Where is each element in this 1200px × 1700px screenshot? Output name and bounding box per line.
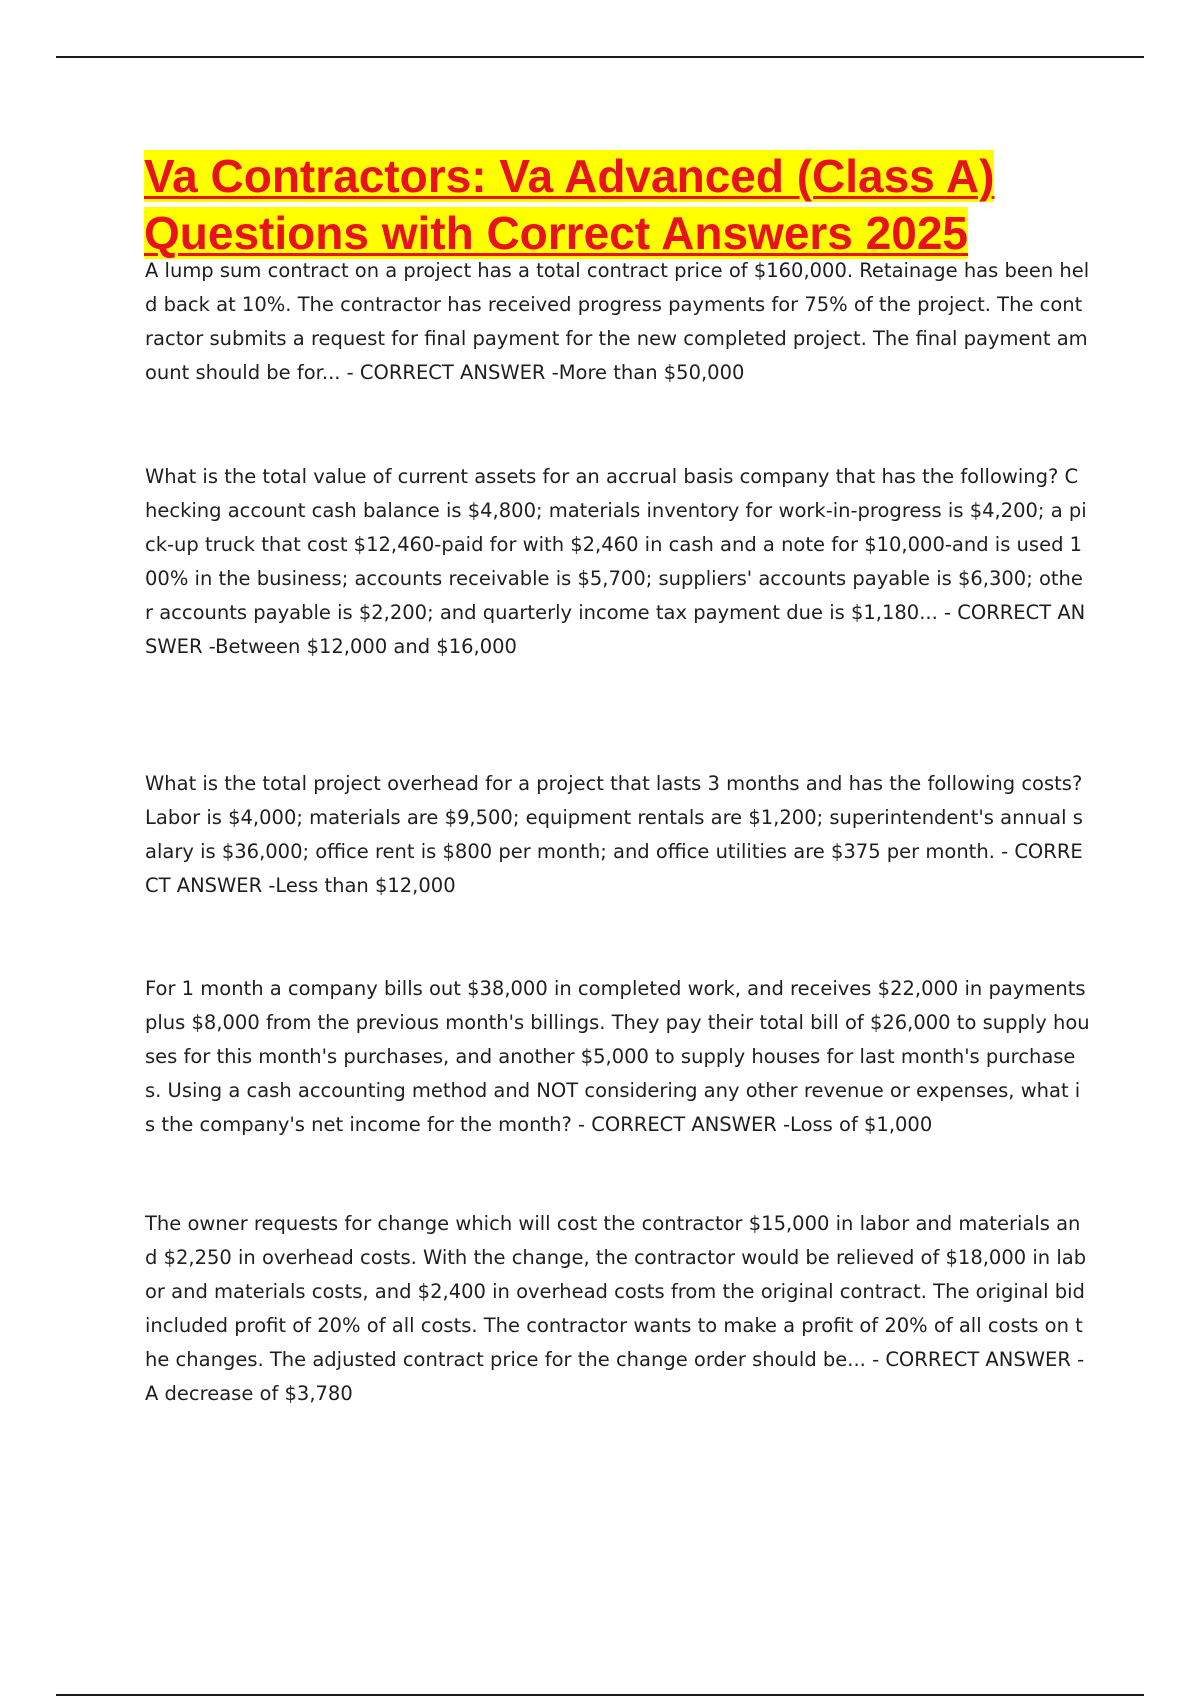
document-title [144, 148, 1094, 262]
question-2: What is the total value of current assets for an accrual basis company that has the following? Checking account cash balance is $4,800; materials inventory for work-in-progress is $4,200; a pick-up truck that cost $12,460-paid for with $2,460 in cash and a note for $10,000-and is used 100% in the business; accounts receivable is $5,700; suppliers' accounts payable is $6,300; other accounts payable is $2,200; and quarterly income tax payment due is $1,180... - CORRECT ANSWER -Between $12,000 and $16,000 [145, 465, 1087, 658]
top-rule [56, 56, 1144, 58]
question-4: For 1 month a company bills out $38,000 in completed work, and receives $22,000 in payments plus $8,000 from the previous month's billings. They pay their total bill of $26,000 to supply houses for this month's purchases, and another $5,000 to supply houses for last month's purchases. Using a cash accounting method and NOT considering any other revenue or expenses, what is the company's net income for the month? - CORRECT ANSWER -Loss of $1,000 [145, 977, 1090, 1136]
bottom-rule [56, 1694, 1144, 1696]
question-1: A lump sum contract on a project has a total contract price of $160,000. Retainage has been held back at 10%. The contractor has received progress payments for 75% of the project. The contractor submits a request for final payment for the new completed project. The final payment amount should be for... - CORRECT ANSWER -More than $50,000 [145, 259, 1090, 384]
question-3: What is the total project overhead for a project that lasts 3 months and has the following costs? Labor is $4,000; materials are $9,500; equipment rentals are $1,200; superintendent's annual salary is $36,000; office rent is $800 per month; and office utilities are $375 per month. - CORRECT ANSWER -Less than $12,000 [145, 772, 1083, 897]
question-5: The owner requests for change which will cost the contractor $15,000 in labor and materials and $2,250 in overhead costs. With the change, the contractor would be relieved of $18,000 in labor and materials costs, and $2,400 in overhead costs from the original contract. The original bid included profit of 20% of all costs. The contractor wants to make a profit of 20% of all costs on the changes. The adjusted contract price for the change order should be... - CORRECT ANSWER -A decrease of $3,780 [145, 1212, 1087, 1405]
document-title-text: Va Contractors: Va Advanced (Class A) Questions with Correct Answers 2025 [144, 150, 995, 259]
